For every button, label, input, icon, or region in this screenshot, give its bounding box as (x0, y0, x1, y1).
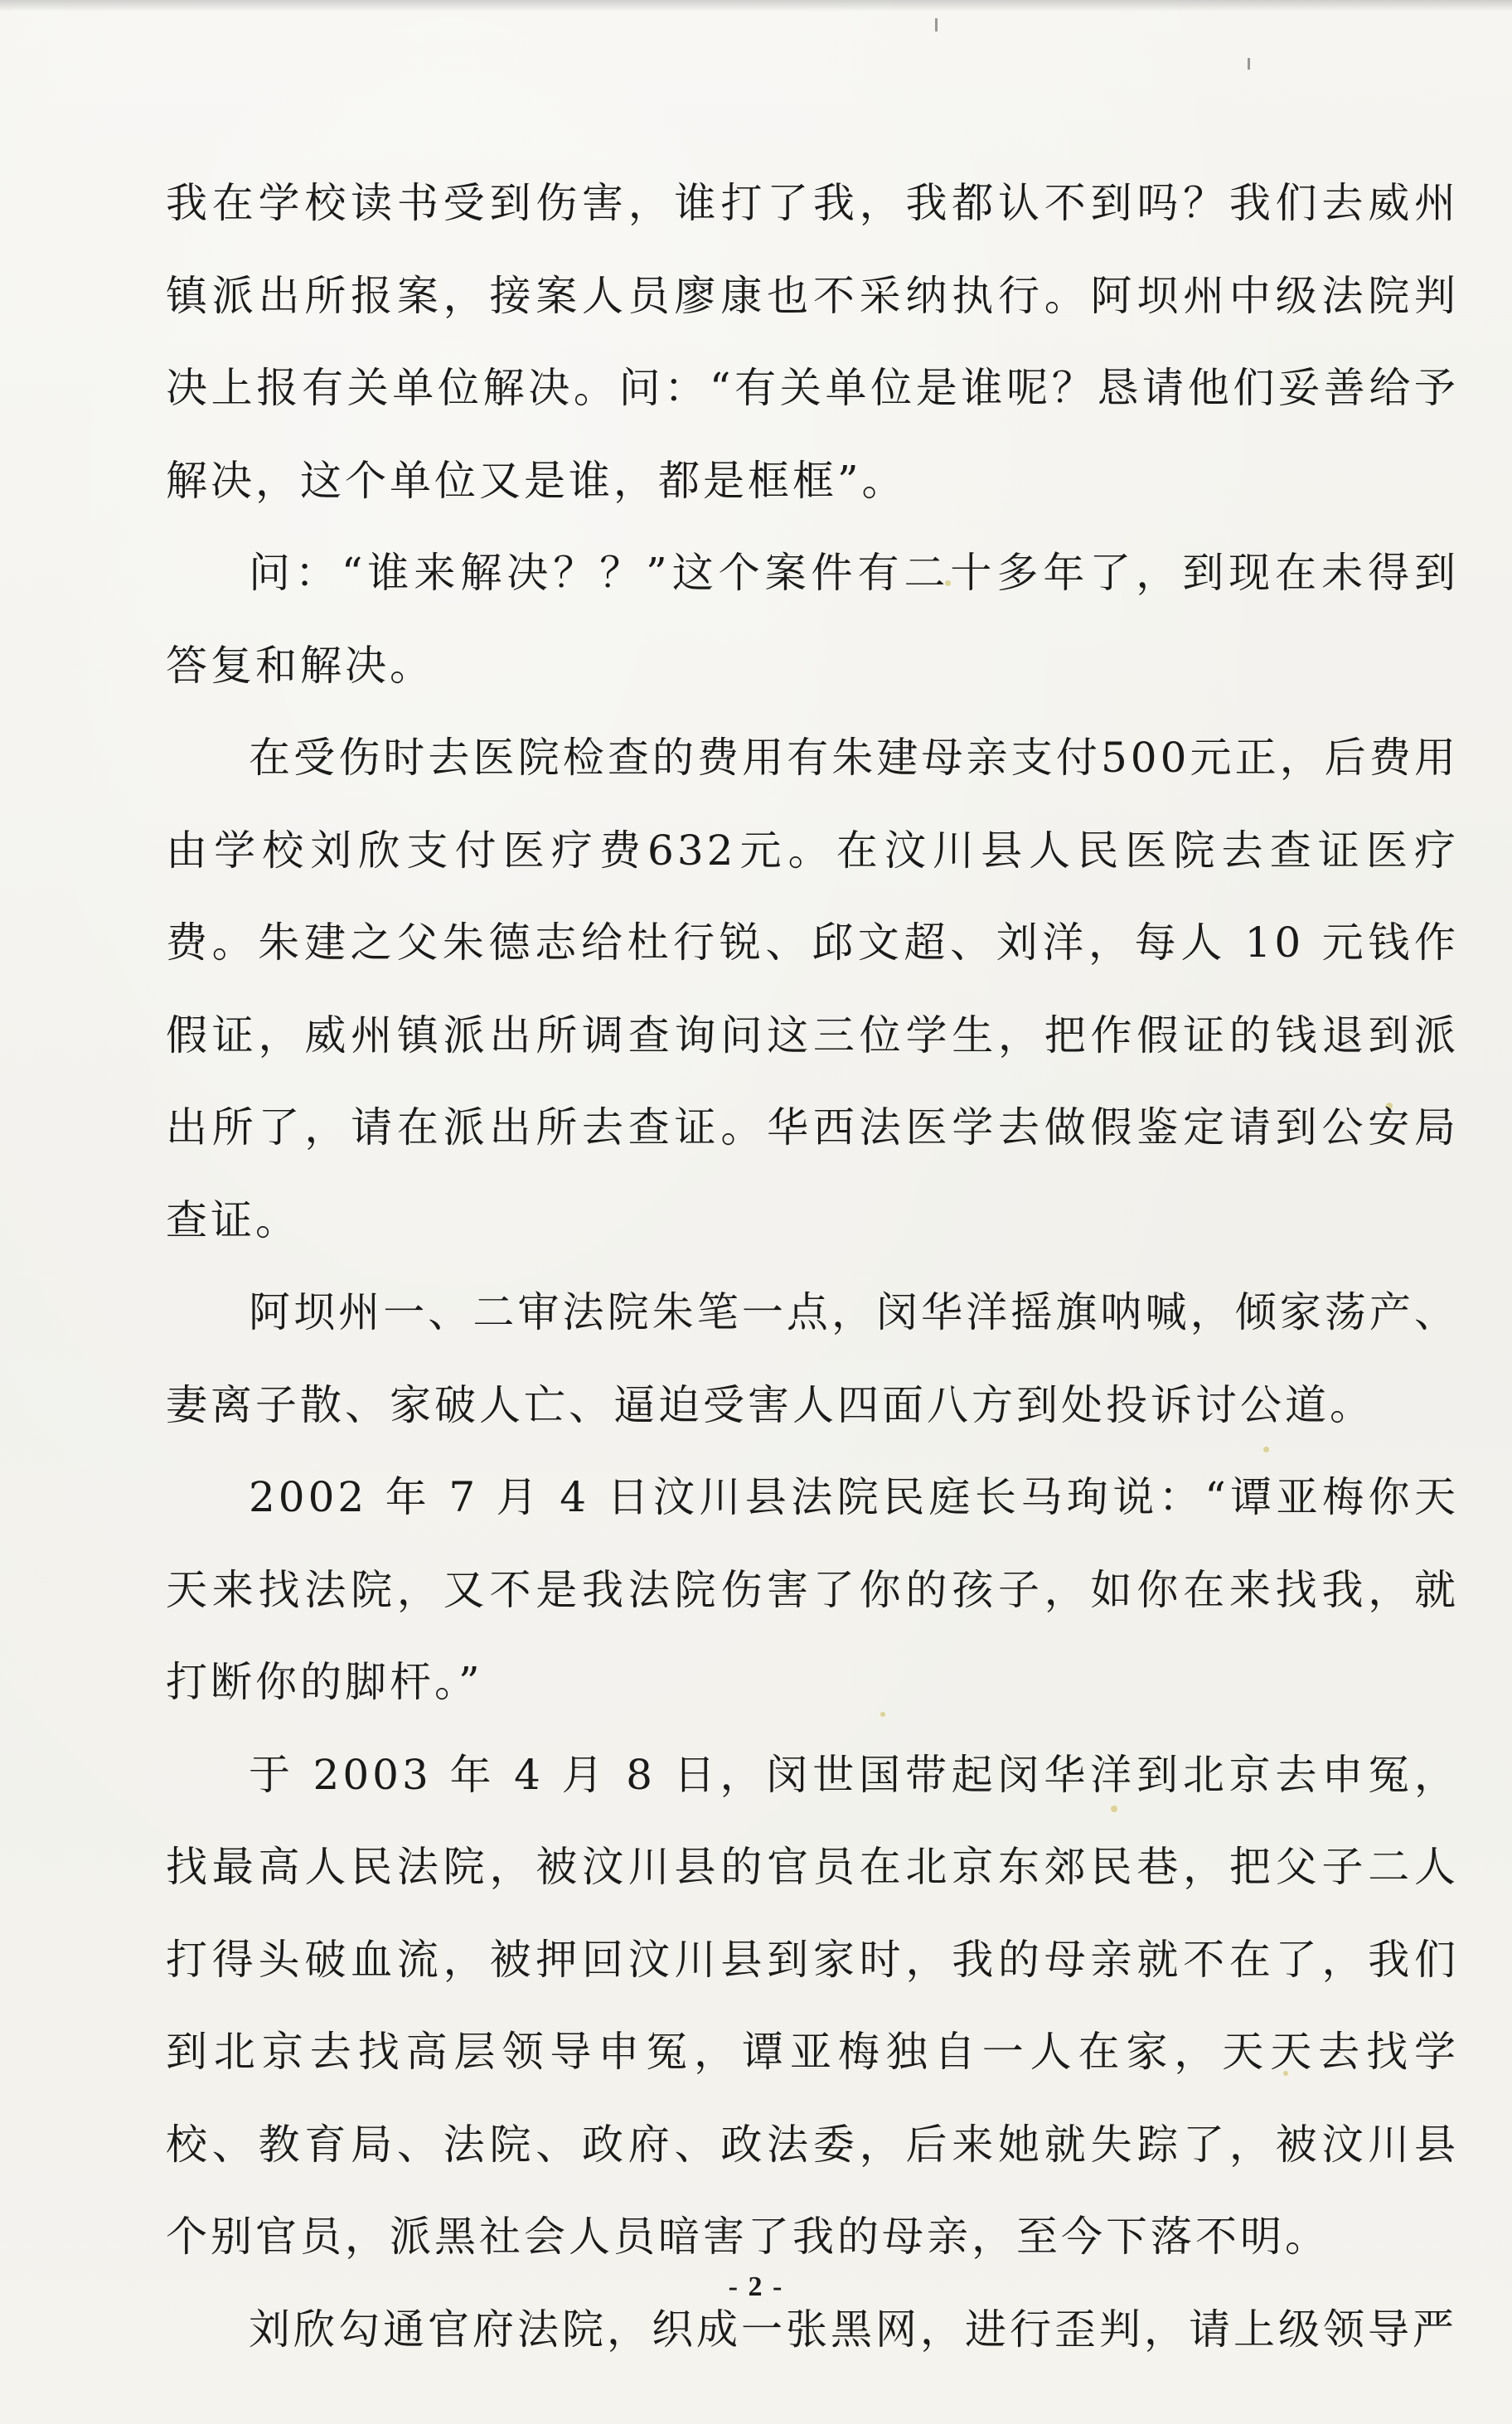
paragraph: 在受伤时去医院检查的费用有朱建母亲支付500元正，后费用由学校刘欣支付医疗费632元。在汶川县人民医院去查证医疗费。朱建之父朱德志给杜行锐、邱文超、刘洋，每人 10 元钱作假证，威州镇派出所调查询问这三位学生，把作假证的钱退到派出所了，请在派出所去查证。华西法医学去做假鉴定请到公安局查证。 (166, 734, 1459, 1244)
body-text (166, 158, 1459, 2376)
paragraph: 阿坝州一、二审法院朱笔一点，闵华洋摇旗呐喊，倾家荡产、妻离子散、家破人亡、逼迫受害人四面八方到处投诉讨公道。 (166, 1288, 1459, 1429)
paragraph: 2002 年 7 月 4 日汶川县法院民庭长马珣说：“谭亚梅你天天来找法院，又不是我法院伤害了你的孩子，如你在来找我，就打断你的脚杆。” (166, 1473, 1459, 1706)
paragraph: 刘欣勾通官府法院，织成一张黑网，进行歪判，请上级领导严 (249, 2305, 1457, 2354)
scan-mark (1248, 58, 1250, 70)
scan-top-edge (0, 0, 1512, 12)
paragraph: 于 2003 年 4 月 8 日，闵世国带起闵华洋到北京去申冤，找最高人民法院，被汶川县的官员在北京东郊民巷，把父子二人打得头破血流，被押回汶川县到家时，我的母亲就不在了，我们到北京去找高层领导申冤，谭亚梅独自一人在家，天天去找学校、教育局、法院、政府、政法委，后来她就失踪了，被汶川县个别官员，派黑社会人员暗害了我的母亲，至今下落不明。 (166, 1750, 1459, 2261)
page-number: - 2 - (728, 2271, 784, 2302)
scan-mark (935, 18, 938, 32)
paragraph: 我在学校读书受到伤害，谁打了我，我都认不到吗？我们去威州镇派出所报案，接案人员廖康也不采纳执行。阿坝州中级法院判决上报有关单位解决。问：“有关单位是谁呢？恳请他们妥善给予解决，这个单位又是谁，都是框框”。 (166, 179, 1459, 505)
paragraph: 问：“谁来解决？？”这个案件有二十多年了，到现在未得到答复和解决。 (166, 549, 1459, 690)
